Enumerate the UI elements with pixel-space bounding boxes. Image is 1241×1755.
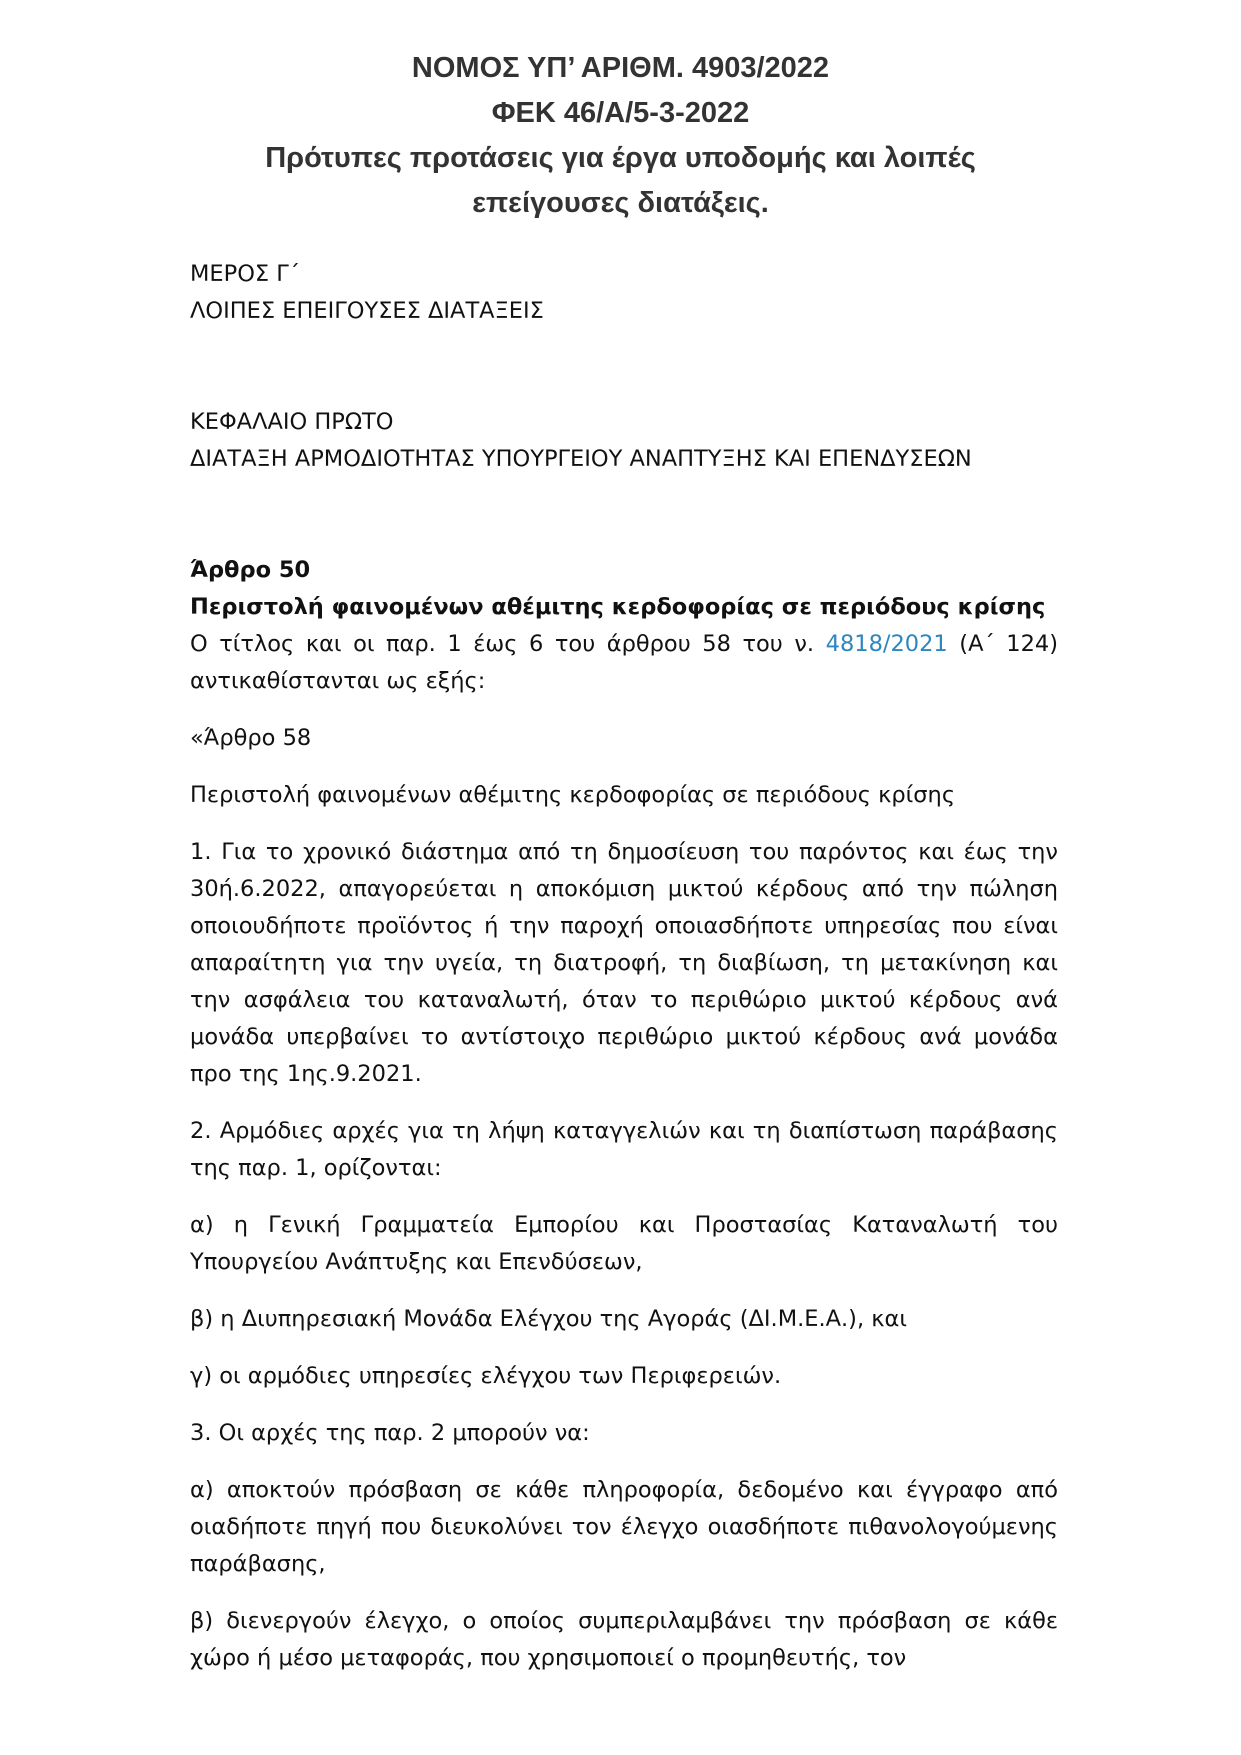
quoted-article-number: «Άρθρο 58 xyxy=(190,725,312,751)
paragraph-1: 1. Για το χρονικό διάστημα από τη δημοσίευση του παρόντος και έως την 30ή.6.2022, απαγορεύεται η αποκόμιση μικτού κέρδους από την πώληση οποιουδήποτε προϊόντος ή την παροχή οποιασδήποτε υπηρεσίας που είναι απαραίτητη για την υγεία, τη διατροφή, τη διαβίωση, τη μετακίνηση και την ασφάλεια του καταναλωτή, όταν το περιθώριο μικτού κέρδους ανά μονάδα υπερβαίνει το αντίστοιχο περιθώριο μικτού κέρδους ανά μονάδα προ της 1ης.9.2021. xyxy=(190,839,1058,1087)
article-intro-text: Ο τίτλος και οι παρ. 1 έως 6 του άρθρου 58 του ν. xyxy=(190,631,826,657)
gazette-reference: ΦΕΚ 46/Α/5-3-2022 xyxy=(491,97,750,129)
law-title-line-1: Πρότυπες προτάσεις για έργα υποδομής και λοιπές xyxy=(265,142,976,174)
paragraph-3: 3. Οι αρχές της παρ. 2 μπορούν να: xyxy=(190,1420,590,1446)
chapter-title: ΔΙΑΤΑΞΗ ΑΡΜΟΔΙΟΤΗΤΑΣ ΥΠΟΥΡΓΕΙΟΥ ΑΝΑΠΤΥΞΗΣ ΚΑΙ ΕΠΕΝΔΥΣΕΩΝ xyxy=(190,446,972,472)
article-title: Περιστολή φαινομένων αθέμιτης κερδοφορίας σε περιόδους κρίσης xyxy=(190,594,1046,620)
paragraph-3-a: α) αποκτούν πρόσβαση σε κάθε πληροφορία, δεδομένο και έγγραφο από οιαδήποτε πηγή που διευκολύνει τον έλεγχο οιασδήποτε πιθανολογούμενης παράβασης, xyxy=(190,1477,1058,1577)
article-intro xyxy=(190,626,1058,700)
article-intro-text-end: (Α΄ 124) αντικαθίστανται ως εξής: xyxy=(190,631,1058,694)
law-title-line-2: επείγουσες διατάξεις. xyxy=(472,187,769,219)
paragraph-3-b: β) διενεργούν έλεγχο, ο οποίος συμπεριλαμβάνει την πρόσβαση σε κάθε χώρο ή μέσο μεταφοράς, που χρησιμοποιεί ο προμηθευτής, τον xyxy=(190,1608,1058,1671)
paragraph-2: 2. Αρμόδιες αρχές για τη λήψη καταγγελιών και τη διαπίστωση παράβασης της παρ. 1, ορίζονται: xyxy=(190,1118,1058,1181)
law-number: ΝΟΜΟΣ ΥΠ’ ΑΡΙΘΜ. 4903/2022 xyxy=(411,52,830,84)
document-body xyxy=(190,256,1058,1677)
part-label: ΜΕΡΟΣ Γ΄ xyxy=(190,261,301,287)
quoted-article-title: Περιστολή φαινομένων αθέμιτης κερδοφορίας σε περιόδους κρίσης xyxy=(190,782,956,808)
document-header xyxy=(0,46,1241,226)
law-reference-link[interactable]: 4818/2021 xyxy=(825,631,948,657)
part-title: ΛΟΙΠΕΣ ΕΠΕΙΓΟΥΣΕΣ ΔΙΑΤΑΞΕΙΣ xyxy=(190,298,544,324)
paragraph-2-c: γ) οι αρμόδιες υπηρεσίες ελέγχου των Περιφερειών. xyxy=(190,1363,782,1389)
article-number: Άρθρο 50 xyxy=(190,557,311,583)
chapter-label: ΚΕΦΑΛΑΙΟ ΠΡΩΤΟ xyxy=(190,409,394,435)
paragraph-2-b: β) η Διυπηρεσιακή Μονάδα Ελέγχου της Αγοράς (ΔΙ.Μ.Ε.Α.), και xyxy=(190,1306,907,1332)
paragraph-2-a: α) η Γενική Γραμματεία Εμπορίου και Προστασίας Καταναλωτή του Υπουργείου Ανάπτυξης και Επενδύσεων, xyxy=(190,1212,1058,1275)
